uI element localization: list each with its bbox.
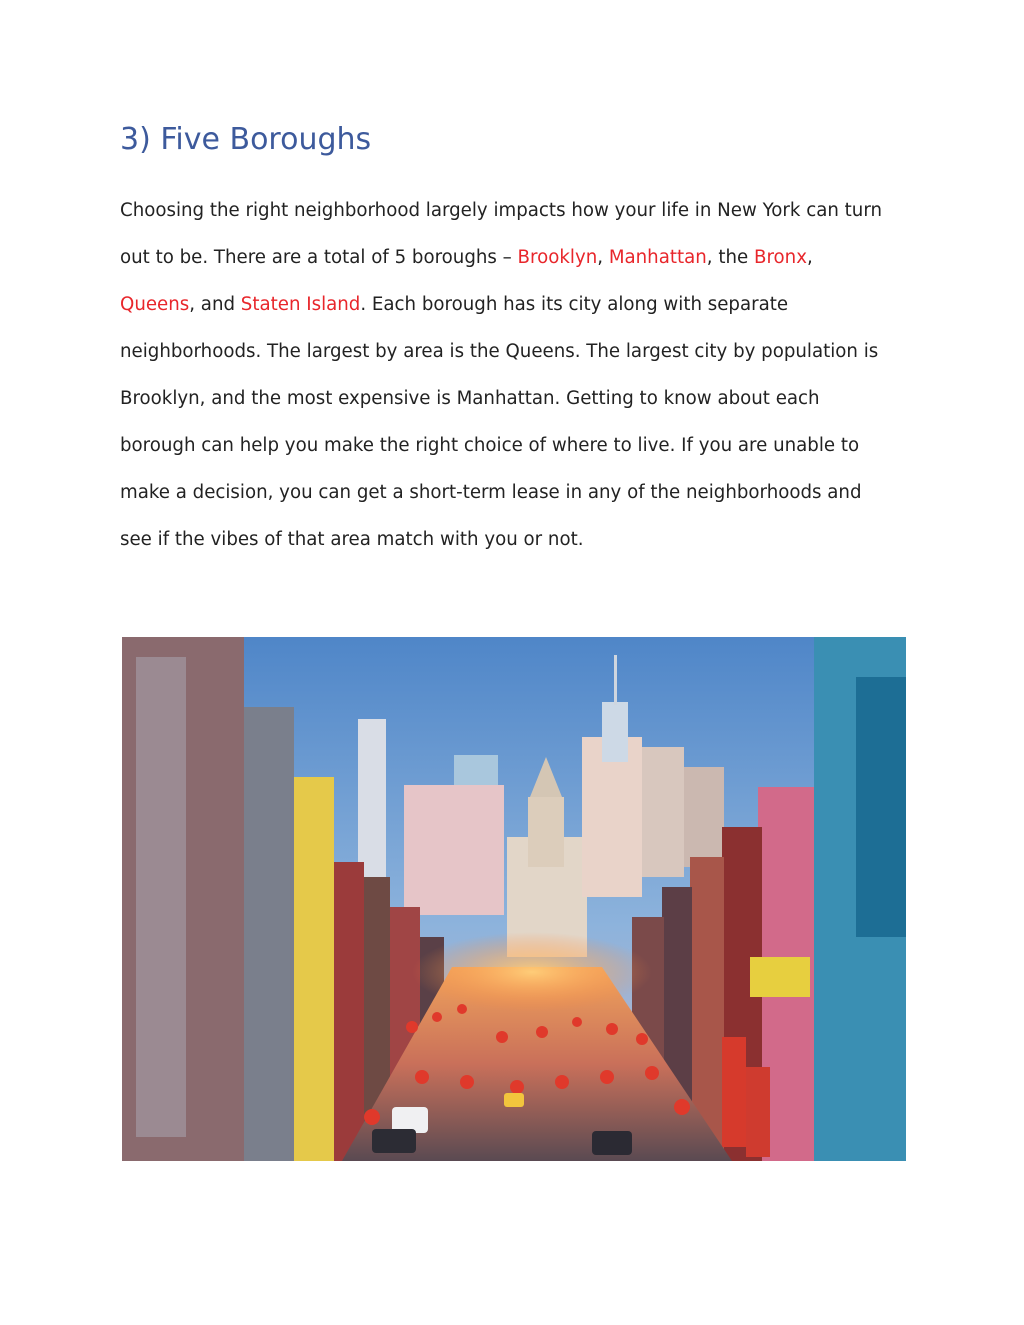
- paragraph-line: [120, 516, 920, 563]
- queens-link[interactable]: Queens: [120, 294, 190, 315]
- paragraph-text: make a decision, you can get a short-term lease in any of the neighborhoods and: [120, 482, 862, 503]
- paragraph-text: , and: [189, 294, 241, 315]
- bronx-link[interactable]: Bronx: [754, 247, 807, 268]
- paragraph-line: [120, 328, 920, 375]
- paragraph-text: , the: [706, 247, 754, 268]
- paragraph-line: [120, 469, 920, 516]
- paragraph-text: Choosing the right neighborhood largely impacts how your life in New York can turn: [120, 200, 883, 221]
- paragraph-line: [120, 281, 920, 328]
- paragraph-text: . Each borough has its city along with separate: [360, 294, 789, 315]
- staten-island-link[interactable]: Staten Island: [240, 294, 361, 315]
- paragraph-text: ,: [597, 247, 609, 268]
- paragraph-text: ,: [806, 247, 813, 268]
- paragraph-line: [120, 187, 920, 234]
- paragraph-text: borough can help you make the right choice of where to live. If you are unable to: [120, 435, 860, 456]
- paragraph-line: [120, 422, 920, 469]
- paragraph-text: see if the vibes of that area match with you or not.: [120, 529, 584, 550]
- borough-paragraph: [120, 187, 920, 563]
- paragraph-text: Brooklyn, and the most expensive is Manhattan. Getting to know about each: [120, 388, 820, 409]
- brooklyn-link[interactable]: Brooklyn: [517, 247, 598, 268]
- paragraph-text: out to be. There are a total of 5 boroughs –: [120, 247, 518, 268]
- paragraph-text: neighborhoods. The largest by area is the Queens. The largest city by population is: [120, 341, 879, 362]
- manhattan-link[interactable]: Manhattan: [608, 247, 707, 268]
- paragraph-line: [120, 375, 920, 422]
- section-title: 3) Five Boroughs: [120, 122, 372, 157]
- chinatown-street-photo: [122, 637, 906, 1161]
- paragraph-line: [120, 234, 920, 281]
